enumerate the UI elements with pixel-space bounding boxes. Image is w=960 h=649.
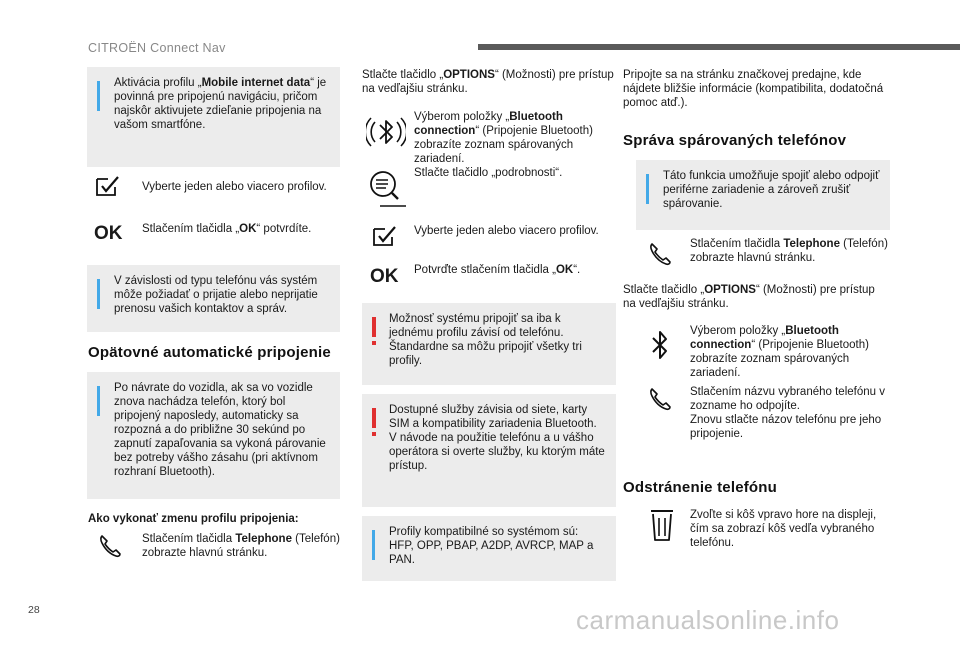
options-instruction: Stlačte tlačidlo „OPTIONS“ (Možnosti) pre prístup na vedľajšiu stránku.	[362, 69, 614, 95]
info-marker	[646, 174, 649, 204]
warning-text: Možnosť systému pripojiť sa iba k jednému profilu závisí od telefónu. Štandardne sa môžu pripojiť všetky tri profily.	[389, 313, 582, 367]
info-text: Aktivácia profilu „Mobile internet data“ je povinná pre pripojenú navigáciu, pričom najskôr aktivujete zdieľanie pripojenia na vašom smartfóne.	[114, 77, 327, 131]
ok-icon: OK	[370, 266, 399, 287]
info-box-paired-phones	[636, 160, 890, 230]
info-text: Táto funkcia umožňuje spojiť alebo odpojiť periférne zariadenie a zároveň zrušiť spárovanie.	[663, 170, 880, 210]
change-profile-label: Ako vykonať zmenu profilu pripojenia:	[88, 513, 299, 525]
dealer-info: Pripojte sa na stránku značkovej predajne, kde nájdete bližšie informácie (kompatibilita, dodatočná pomoc atď.).	[623, 69, 884, 109]
step-confirm-ok: Stlačením tlačidla „OK“ potvrdíte.	[142, 223, 312, 235]
info-text: V závislosti od typu telefónu vás systém môže požiadať o prijatie alebo neprijatie prenosu vašich kontaktov a správ.	[114, 275, 318, 315]
step-telephone: Stlačením tlačidla Telephone (Telefón) zobrazte hlavnú stránku.	[690, 238, 888, 264]
ok-icon: OK	[94, 223, 123, 244]
warning-marker	[372, 408, 376, 428]
watermark: carmanualsonline.info	[576, 605, 840, 635]
info-box-contacts	[87, 265, 340, 332]
info-marker	[97, 279, 100, 309]
page-number: 28	[28, 604, 40, 616]
info-text: Po návrate do vozidla, ak sa vo vozidle znova nachádza telefón, ktorý bol pripojený naposledy, automaticky sa rozpozná a do približne 30 sekúnd po zapnutí zapaľovania sa vykoná párovanie bez potreby vášho zásahu (pri aktívnom rozhraní Bluetooth).	[114, 382, 326, 478]
phone-icon	[648, 386, 672, 412]
header-bar	[478, 44, 960, 50]
checkbox-icon	[372, 225, 398, 247]
trash-icon	[649, 508, 675, 542]
info-box-compatible-profiles	[362, 516, 616, 581]
warning-box-services	[362, 394, 616, 507]
info-box-auto-reconnect	[87, 372, 340, 499]
step-confirm-ok: Potvrďte stlačením tlačidla „OK“.	[414, 264, 581, 276]
warning-marker	[372, 317, 376, 337]
header-title: CITROËN Connect Nav	[88, 41, 226, 55]
step-bluetooth-connection: Výberom položky „Bluetooth connection“ (Pripojenie Bluetooth) zobrazíte zoznam spárovaných zariadení.	[414, 111, 593, 165]
warning-dot	[372, 341, 376, 345]
section-heading-paired-phones: Správa spárovaných telefónov	[623, 132, 847, 149]
step-trash: Zvoľte si kôš vpravo hore na displeji, čím sa zobrazí kôš vedľa vybraného telefónu.	[690, 509, 877, 549]
info-marker	[372, 530, 375, 560]
bluetooth-icon	[650, 328, 670, 362]
warning-text: Dostupné služby závisia od siete, karty SIM a kompatibility zariadenia Bluetooth. V návode na použitie telefónu a u vášho operátora si overte služby, ku ktorým máte prístup.	[389, 404, 605, 472]
step-telephone: Stlačením tlačidla Telephone (Telefón) zobrazte hlavnú stránku.	[142, 533, 340, 559]
options-instruction: Stlačte tlačidlo „OPTIONS“ (Možnosti) pre prístup na vedľajšiu stránku.	[623, 284, 875, 310]
step-select-profiles: Vyberte jeden alebo viacero profilov.	[142, 181, 327, 193]
info-marker	[97, 81, 100, 111]
bluetooth-connection-icon	[366, 112, 406, 152]
step-disconnect: Stlačením názvu vybraného telefónu v zozname ho odpojíte.	[690, 386, 885, 412]
step-select-profiles: Vyberte jeden alebo viacero profilov.	[414, 225, 599, 237]
step-bluetooth-connection: Výberom položky „Bluetooth connection“ (Pripojenie Bluetooth) zobrazíte zoznam spárovaných zariadení.	[690, 325, 869, 379]
warning-dot	[372, 432, 376, 436]
warning-box-profiles	[362, 303, 616, 385]
step-reconnect: Znovu stlačte názov telefónu pre jeho pripojenie.	[690, 414, 882, 440]
section-heading-remove-phone: Odstránenie telefónu	[623, 479, 778, 496]
info-box-mobile-internet	[87, 67, 340, 167]
info-marker	[97, 386, 100, 416]
phone-icon	[648, 241, 672, 267]
checkbox-icon	[95, 175, 121, 197]
step-details: Stlačte tlačidlo „podrobnosti“.	[414, 167, 563, 179]
phone-icon	[98, 533, 122, 559]
section-heading-auto-reconnect: Opätovné automatické pripojenie	[88, 344, 331, 361]
info-text: Profily kompatibilné so systémom sú: HFP, OPP, PBAP, A2DP, AVRCP, MAP a PAN.	[389, 526, 594, 566]
search-details-icon	[366, 168, 408, 210]
